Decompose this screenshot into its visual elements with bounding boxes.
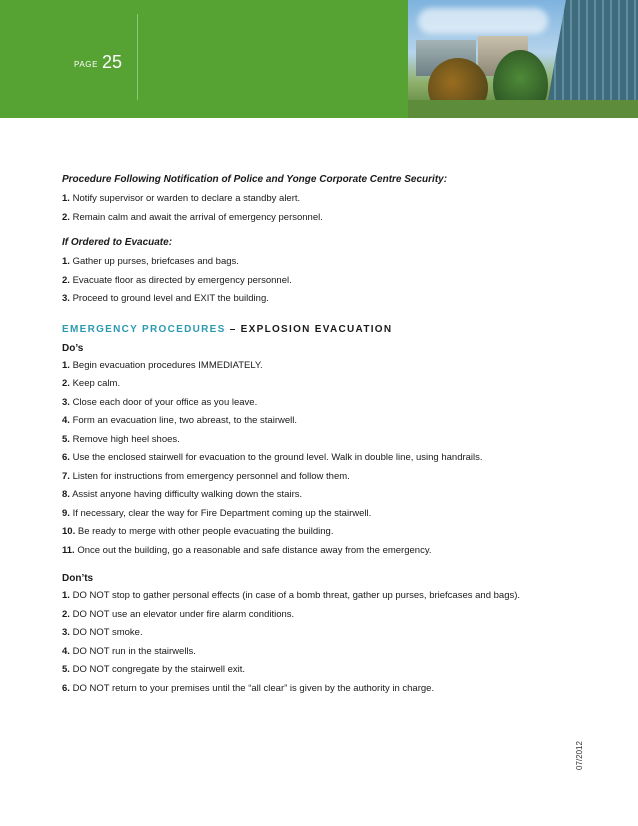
item-text: Gather up purses, briefcases and bags. (72, 256, 239, 267)
evacuate-list (62, 253, 582, 309)
list-item (62, 394, 582, 413)
item-number: 6. (62, 452, 70, 463)
item-text: Assist anyone having difficulty walking down the stairs. (72, 489, 303, 500)
section-title-rest: – EXPLOSION EVACUATION (229, 323, 393, 335)
list-item (62, 431, 582, 450)
item-text: If necessary, clear the way for Fire Department coming up the stairwell. (72, 507, 372, 519)
notification-heading: Procedure Following Notification of Police and Yonge Corporate Centre Security: (62, 174, 448, 185)
list-item (62, 680, 582, 699)
item-text: Proceed to ground level and EXIT the building. (72, 293, 269, 304)
item-number: 8. (62, 489, 70, 500)
list-item (62, 375, 582, 394)
list-item (62, 606, 582, 625)
item-number: 7. (62, 470, 70, 482)
item-text: Listen for instructions from emergency personnel and follow them. (72, 470, 350, 482)
list-item (62, 290, 582, 309)
photo-clouds (418, 8, 548, 34)
item-number: 1. (62, 359, 70, 371)
item-text: DO NOT return to your premises until the “all clear” is given by the authority in charge. (72, 682, 435, 694)
item-number: 5. (62, 664, 70, 675)
list-item (62, 661, 582, 680)
item-number: 3. (62, 396, 70, 408)
section-title (62, 321, 582, 338)
item-number: 2. (62, 274, 70, 286)
section-title-accent: EMERGENCY PROCEDURES (62, 323, 226, 335)
item-number: 11. (62, 544, 75, 556)
item-number: 2. (62, 608, 70, 620)
list-item (62, 449, 582, 468)
item-number: 10. (62, 526, 76, 537)
item-number: 9. (62, 507, 70, 519)
list-item (62, 505, 582, 524)
item-text: DO NOT use an elevator under fire alarm conditions. (72, 608, 295, 620)
item-text: Remain calm and await the arrival of emergency personnel. (72, 211, 323, 223)
item-text: DO NOT smoke. (72, 627, 143, 638)
item-text: Close each door of your office as you leave. (72, 396, 258, 408)
item-text: Notify supervisor or warden to declare a standby alert. (72, 193, 301, 204)
list-item (62, 412, 582, 431)
item-number: 2. (62, 378, 70, 389)
item-number: 1. (62, 590, 70, 601)
item-text: Remove high heel shoes. (72, 433, 180, 445)
item-number: 1. (62, 193, 70, 204)
list-item (62, 542, 582, 561)
item-number: 3. (62, 293, 70, 304)
page-content (62, 172, 582, 698)
list-item (62, 468, 582, 487)
item-text: Once out the building, go a reasonable and safe distance away from the emergency. (77, 544, 432, 556)
header-divider (137, 14, 138, 100)
list-item (62, 587, 582, 606)
list-item (62, 209, 582, 228)
item-number: 4. (62, 415, 70, 426)
notification-list (62, 190, 582, 227)
dos-list (62, 357, 582, 561)
item-number: 6. (62, 682, 70, 694)
header-photo (408, 0, 638, 118)
item-text: Form an evacuation line, two abreast, to the stairwell. (72, 415, 297, 426)
photo-glass-building (548, 0, 638, 100)
list-item (62, 253, 582, 272)
dos-heading: Do’s (62, 342, 84, 354)
item-number: 3. (62, 627, 70, 638)
item-text: Evacuate floor as directed by emergency personnel. (72, 274, 292, 286)
list-item (62, 486, 582, 505)
item-number: 1. (62, 256, 70, 267)
item-number: 2. (62, 211, 70, 223)
item-text: Be ready to merge with other people evacuating the building. (77, 526, 334, 537)
list-item (62, 357, 582, 376)
item-text: DO NOT congregate by the stairwell exit. (72, 664, 246, 675)
list-item (62, 624, 582, 643)
list-item (62, 643, 582, 662)
item-text: Keep calm. (72, 378, 121, 389)
evacuate-heading: If Ordered to Evacuate: (62, 237, 173, 248)
photo-lawn (408, 100, 638, 118)
item-text: DO NOT stop to gather personal effects (in case of a bomb threat, gather up purses, briefcases and bags). (72, 590, 521, 601)
page-label: PAGE (74, 60, 99, 69)
list-item (62, 523, 582, 542)
donts-list (62, 587, 582, 698)
list-item (62, 272, 582, 291)
footer-date: 07/2012 (575, 741, 584, 770)
list-item (62, 190, 582, 209)
item-number: 4. (62, 645, 70, 657)
donts-heading: Don’ts (62, 573, 94, 584)
item-text: Use the enclosed stairwell for evacuation to the ground level. Walk in double line, using handrails. (72, 452, 483, 463)
page-number: 25 (102, 52, 123, 72)
item-number: 5. (62, 433, 70, 445)
item-text: Begin evacuation procedures IMMEDIATELY. (72, 359, 263, 371)
item-text: DO NOT run in the stairwells. (72, 645, 196, 657)
